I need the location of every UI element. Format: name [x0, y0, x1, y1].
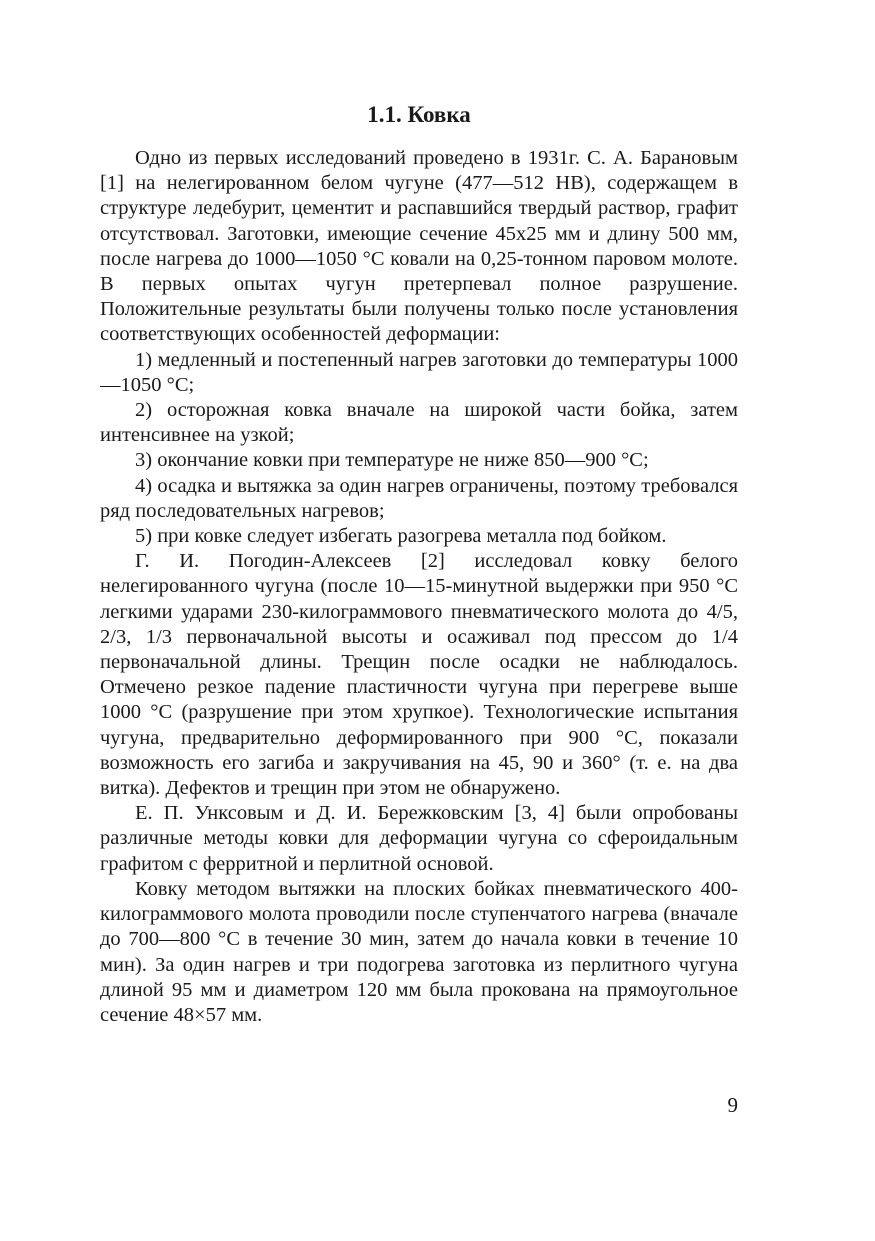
paragraph-intro: Одно из первых исследований проведено в 1931г. С. А. Барановым [1] на нелегированном белом чугуне (477—512 НВ), содержащем в структуре ледебурит, цементит и распавшийся твердый раствор, графит отсутствовал. Заготовки, имеющие сечение 45х25 мм и длину 500 мм, после нагрева до 1000—1050 °С ковали на 0,25-тонном паровом молоте. В первых опытах чугун претерпевал полное разрушение. Положительные результаты были получены только после установления соответствующих особенностей деформации:: [100, 147, 738, 346]
list-item-4: 4) осадка и вытяжка за один нагрев ограничены, поэтому требовался ряд последовательных нагревов;: [100, 474, 738, 522]
list-item-3: 3) окончание ковки при температуре не ниже 850—900 °С;: [135, 449, 649, 472]
page-number: 9: [727, 1093, 738, 1117]
list-item-5: 5) при ковке следует избегать разогрева металла под бойком.: [135, 525, 667, 548]
section-title: 1.1. Ковка: [367, 102, 471, 127]
list-item-1: 1) медленный и постепенный нагрев заготовки до температуры 1000—1050 °С;: [100, 348, 738, 396]
paragraph-pogodin: Г. И. Погодин-Алексеев [2] исследовал ковку белого нелегированного чугуна (после 10—15-минутной выдержки при 950 °С легкими ударами 230-килограммового пневматического молота до 4/5, 2/3, 1/3 первоначальной высоты и осаживал под прессом до 1/4 первоначальной длины. Трещин после осадки не наблюдалось. Отмечено резкое падение пластичности чугуна при перегреве выше 1000 °С (разрушение при этом хрупкое). Технологические испытания чугуна, предварительно деформированного при 900 °С, показали возможность его загиба и закручивания на 45, 90 и 360° (т. е. на два витка). Дефектов и трещин при этом не обнаружено.: [100, 550, 738, 800]
paragraph-unksov: Е. П. Унксовым и Д. И. Бережковским [3, 4] были опробованы различные методы ковки для деформации чугуна со сфероидальным графитом с ферритной и перлитной основой.: [100, 802, 738, 875]
list-item-2: 2) осторожная ковка вначале на широкой части бойка, затем интенсивнее на узкой;: [100, 399, 738, 447]
paragraph-drawing: Ковку методом вытяжки на плоских бойках пневматического 400-килограммового молота проводили после ступенчатого нагрева (вначале до 700—800 °С в течение 30 мин, затем до начала ковки в течение 10 мин). За один нагрев и три подогрева заготовка из перлитного чугуна длиной 95 мм и диаметром 120 мм была прокована на прямоугольное сечение 48×57 мм.: [100, 877, 738, 1026]
body-text: [100, 146, 738, 1028]
